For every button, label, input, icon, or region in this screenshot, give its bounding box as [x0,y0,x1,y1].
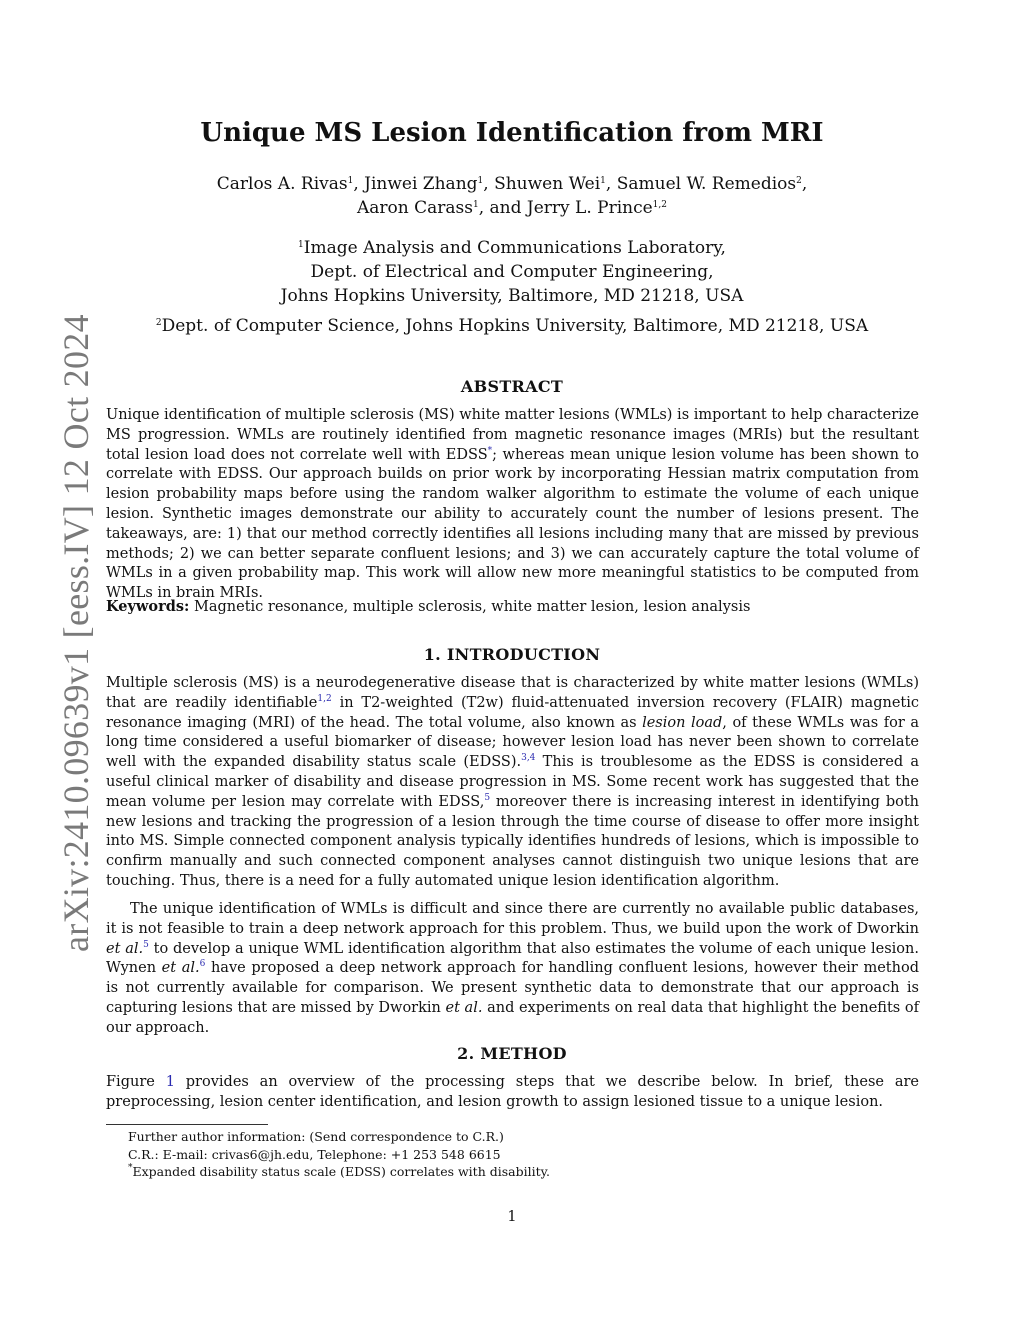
arxiv-identifier-stamp[interactable]: arXiv:2410.09639v1 [eess.IV] 12 Oct 2024 [56,314,96,952]
author-affiliation-mark: 2 [796,176,802,186]
paper-title: Unique MS Lesion Identification from MRI [200,118,824,148]
affiliation-line: Dept. of Electrical and Computer Engineering, [310,262,714,282]
affiliation-line: Image Analysis and Communications Laboratory, [303,238,726,258]
page-number: 1 [507,1209,517,1225]
author-affiliation-mark: 1 [600,176,606,186]
figure-link[interactable]: 1 [165,1074,175,1090]
method-paragraph-1: Figure 1 provides an overview of the processing steps that we describe below. In brief, these are preprocessing, lesion center identification, and lesion growth to assign lesioned tissue to a unique lesion. [106,1074,919,1110]
author-name: Jerry L. Prince [526,198,653,218]
citation-link[interactable]: 6 [199,959,206,970]
author-affiliation-mark: 1 [472,200,479,210]
citation-link[interactable]: 3,4 [521,753,536,764]
citation-link[interactable]: 1,2 [317,693,332,704]
affiliation-2 [0,314,1024,338]
introduction-heading: 1. INTRODUCTION [423,645,601,664]
intro-paragraph-1: Multiple sclerosis (MS) is a neurodegenerative disease that is characterized by white matter lesions (WMLs) that are readily identifiable$^{1,2}$ in T2-weighted (T2w) fluid-attenuated inversion recovery (FLAIR) magnetic resonance imaging (MRI) of the head. The total volume, also known as lesion load, of these WMLs was for a long time considered a useful biomarker of disease; however lesion load has never been shown to correlate well with the expanded disability status scale (EDSS).$^{3,4}$ This is troublesome as the EDSS is considered a useful clinical marker of disability and disease progression in MS. Some recent work has suggested that the mean volume per lesion may correlate with EDSS,$^5$ moreover there is increasing interest in identifying both new lesions and tracking the progression of a lesion through the time course of disease to offer more insight into MS. Simple connected component analysis typically identifies hundreds of lesions, which is impossible to confirm manually and such connected component analyses cannot distinguish two unique lesions that are touching. Thus, there is a need for a fully automated unique lesion identification algorithm. [106,675,920,889]
affiliation-line: Dept. of Computer Science, Johns Hopkins University, Baltimore, MD 21218, USA [161,316,869,336]
affiliation-line: Johns Hopkins University, Baltimore, MD 21218, USA [280,286,744,306]
citation-link[interactable]: 5 [143,939,149,950]
footnote-mark: * [128,1163,133,1173]
author-affiliation-mark: 1 [477,176,484,186]
footnote-divider [106,1124,268,1125]
abstract-paragraph: Unique identification of multiple sclerosis (MS) white matter lesions (WMLs) is important to help characterize MS progression. WMLs are routinely identified from magnetic resonance images (MRIs) but the resultant total lesion load does not correlate well with EDSS*; whereas mean unique lesion volume has been shown to correlate with EDSS. Our approach builds on prior work by incorporating Hessian matrix computation from lesion probability maps before using the random walker algorithm to estimate the volume of each unique lesion. Synthetic images demonstrate our ability to accurately count the number of lesions present. The takeaways, are: 1) that our method correctly identifies all lesions including many that are missed by previous methods; 2) we can better separate confluent lesions; and 3) we can accurately capture the total volume of WMLs in a given probability map. This work will allow new more meaningful statistics to be computed from WMLs in brain MRIs. [106,407,919,602]
author-affiliation-mark: 1,2 [652,200,667,210]
author-name: Aaron Carass [357,198,473,218]
footnotes [128,1128,918,1181]
author-affiliation-mark: 1 [347,176,354,186]
affiliation-mark: 2 [155,318,162,328]
footnote-contact: C.R.: E-mail: crivas6@jh.edu, Telephone: +1 253 548 6615 [128,1146,501,1162]
author-name: Shuwen Wei [494,174,601,194]
citation-link[interactable]: 5 [484,792,491,803]
intro-paragraph-2: The unique identification of WMLs is difficult and since there are currently no available public databases, it is not feasible to train a deep network approach for this problem. Thus, we build upon the work of Dworkin et al.$^5$ to develop a unique WML identification algorithm that also estimates the volume of each unique lesion. Wynen et al.$^6$ have proposed a deep network approach for handling confluent lesions, however their method is not currently available for comparison. We present synthetic data to demonstrate that our approach is capturing lesions that are missed by Dworkin et al. and experiments on real data that highlight the benefits of our approach. [106,901,919,1036]
keywords-label: Keywords: [106,598,190,615]
footnote-link[interactable]: * [487,445,493,456]
footnote-author-info: Further author information: (Send correspondence to C.R.) [128,1129,504,1144]
author-name: Jinwei Zhang [364,174,478,194]
author-name: Samuel W. Remedios [616,174,797,194]
footnote-edss: *Expanded disability status scale (EDSS) correlates with disability. [128,1163,550,1179]
keywords-text: Magnetic resonance, multiple sclerosis, white matter lesion, lesion analysis [194,599,751,615]
author-name: Carlos A. Rivas [216,174,348,194]
keywords [106,597,919,618]
affiliation-mark: 1 [298,240,304,250]
abstract-heading: ABSTRACT [460,377,564,396]
method-heading: 2. METHOD [457,1044,567,1063]
affiliation-1 [0,236,1024,308]
author-list: Carlos A. Rivas$^1$, Jinwei Zhang$^1$, Shuwen Wei$^1$, Samuel W. Remedios$^2$, Aaron Carass$^1$, and Jerry L. Prince$^{1,2}$ [216,174,808,218]
